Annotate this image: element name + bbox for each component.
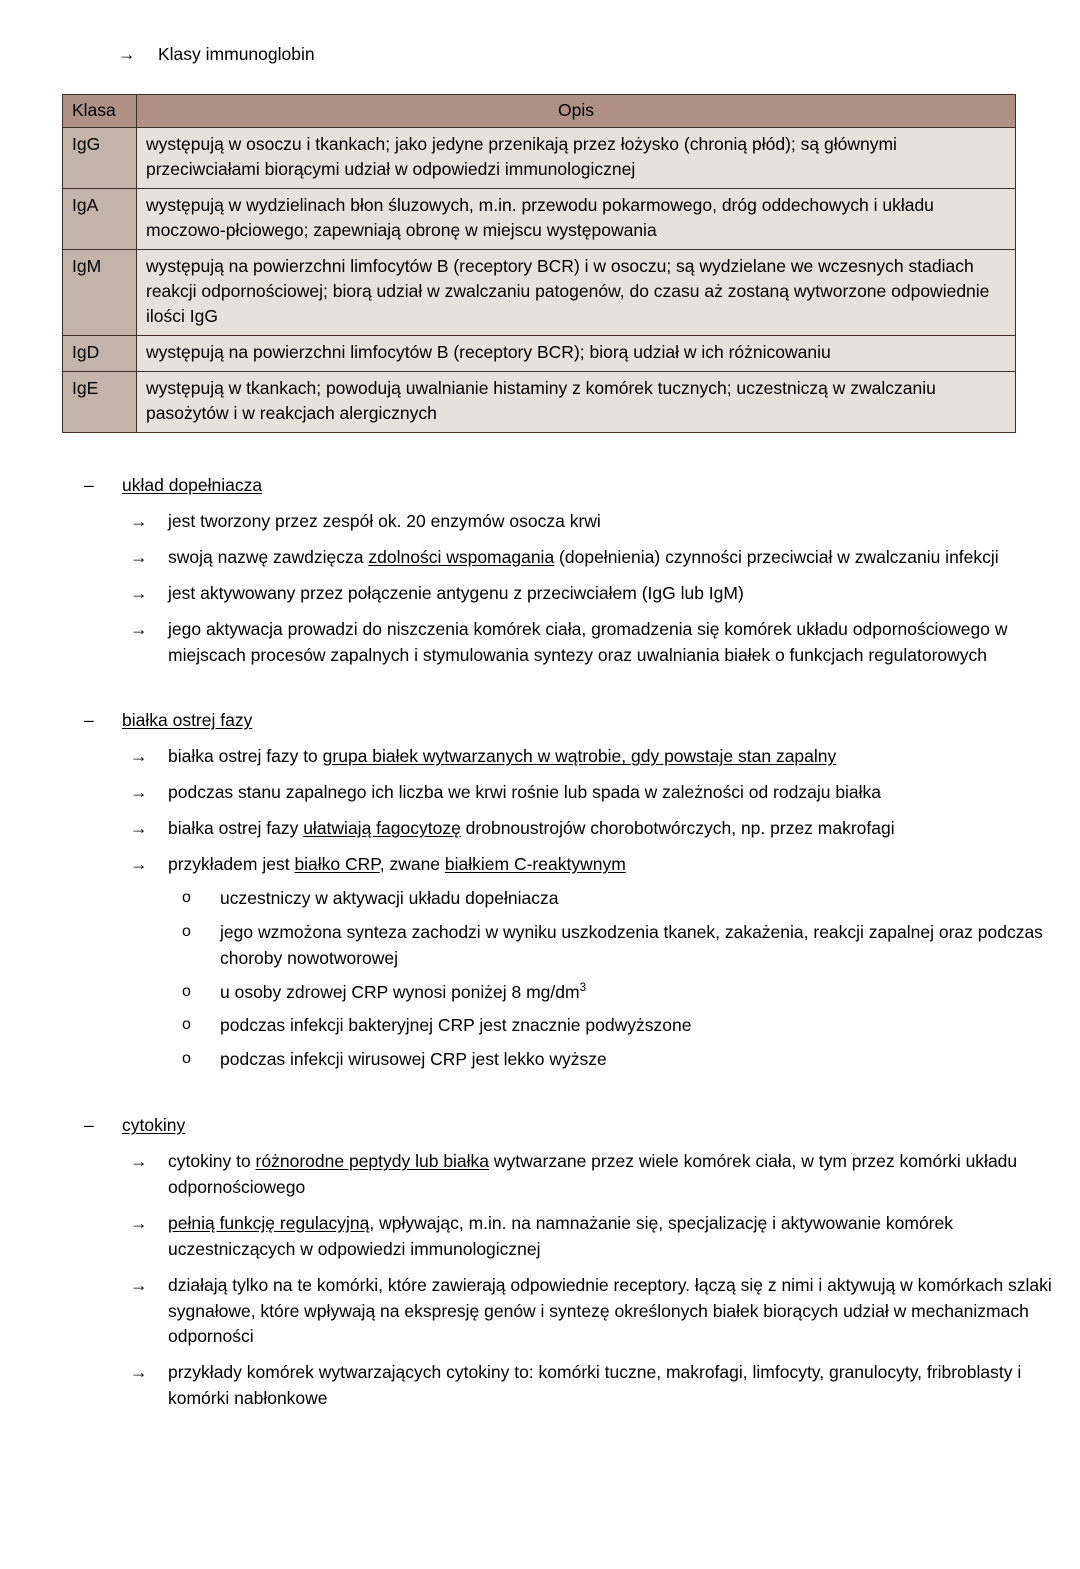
circle-marker-icon: o bbox=[182, 888, 191, 906]
bullet-item bbox=[0, 780, 1080, 806]
dash-icon: – bbox=[84, 710, 94, 731]
bullet-text: przykładem jest białko CRP, zwane białkiem C-reaktywnym bbox=[168, 853, 626, 874]
bullet-text: działają tylko na te komórki, które zawierają odpowiednie receptory. łączą się z nimi i aktywują w komórkach szlaki sygnałowe, które wpływają na ekspresję genów i syntezę określonych białek biorących udział w mechanizmach odporności bbox=[168, 1274, 1052, 1347]
bullet-text: białka ostrej fazy ułatwiają fagocytozę drobnoustrojów chorobotwórczych, np. przez makrofagi bbox=[168, 818, 895, 839]
arrow-icon: → bbox=[130, 782, 148, 803]
sub-bullet-text: uczestniczy w aktywacji układu dopełniacza bbox=[220, 887, 559, 908]
bullet-text: swoją nazwę zawdzięcza zdolności wspomagania (dopełnienia) czynności przeciwciał w zwalczaniu infekcji bbox=[168, 546, 999, 567]
cell-klasa: IgE bbox=[63, 372, 137, 433]
arrow-icon: → bbox=[130, 618, 148, 639]
table-row bbox=[63, 372, 1016, 433]
cell-klasa: IgD bbox=[63, 336, 137, 372]
column-header-klasa: Klasa bbox=[63, 94, 137, 127]
circle-marker-icon: o bbox=[182, 1050, 191, 1068]
arrow-icon: → bbox=[130, 546, 148, 567]
sub-bullet-text: u osoby zdrowej CRP wynosi poniżej 8 $mg/dm^3$ bbox=[220, 981, 586, 1002]
sub-bullet-item bbox=[0, 920, 1080, 972]
bullet-item bbox=[0, 1360, 1080, 1412]
cell-klasa: IgG bbox=[63, 127, 137, 188]
sub-bullet-item bbox=[0, 980, 1080, 1006]
bullet-text: przykłady komórek wytwarzających cytokiny to: komórki tuczne, makrofagi, limfocyty, granulocyty, fribroblasty i komórki nabłonkowe bbox=[168, 1362, 1022, 1409]
table-header-row bbox=[63, 94, 1016, 127]
dash-icon: – bbox=[84, 1115, 94, 1136]
top-bullet-label: Klasy immunoglobin bbox=[158, 44, 315, 64]
cell-opis: występują na powierzchni limfocytów B (receptory BCR) i w osoczu; są wydzielane we wczesnych stadiach reakcji odpornościowej; biorą udział w zwalczaniu patogenów, do czasu aż zostaną wytworzone odpowiednie ilości IgG bbox=[137, 249, 1016, 335]
bullet-text: cytokiny to różnorodne peptydy lub białka wytwarzane przez wiele komórek ciała, w tym przez komórki układu odpornościowego bbox=[168, 1151, 1018, 1197]
bullet-item bbox=[0, 509, 1080, 535]
arrow-icon: → bbox=[130, 510, 148, 531]
cell-opis: występują w wydzielinach błon śluzowych, m.in. przewodu pokarmowego, dróg oddechowych i układu moczowo-płciowego; zapewniają obronę w miejscu występowania bbox=[137, 188, 1016, 249]
arrow-icon: → bbox=[130, 1362, 148, 1383]
section-heading-label: cytokiny bbox=[122, 1115, 186, 1136]
bullet-text: jest aktywowany przez połączenie antygenu z przeciwciałem (IgG lub IgM) bbox=[168, 582, 744, 603]
top-bullet bbox=[0, 42, 1080, 68]
spacer-after-table bbox=[0, 433, 1080, 473]
circle-marker-icon: o bbox=[182, 922, 191, 940]
bullet-text: jego aktywacja prowadzi do niszczenia komórek ciała, gromadzenia się komórek układu odpornościowego w miejscach procesów zapalnych i stymulowania syntezy oraz uwalniania białek o funkcjach regulatorowych bbox=[168, 618, 1008, 665]
table-row bbox=[63, 336, 1016, 372]
circle-marker-icon: o bbox=[182, 982, 191, 1000]
immunoglobulin-table bbox=[62, 94, 1016, 433]
circle-marker-icon: o bbox=[182, 1016, 191, 1034]
document-page bbox=[0, 42, 1080, 1569]
bullet-item bbox=[0, 1149, 1080, 1201]
sub-bullet-text: jego wzmożona synteza zachodzi w wyniku uszkodzenia tkanek, zakażenia, reakcji zapalnej oraz podczas choroby nowotworowej bbox=[220, 921, 1043, 968]
cell-opis: występują na powierzchni limfocytów B (receptory BCR); biorą udział w ich różnicowaniu bbox=[137, 336, 1016, 372]
arrow-icon: → bbox=[130, 818, 148, 839]
bullet-item bbox=[0, 816, 1080, 842]
section-spacer bbox=[0, 668, 1080, 708]
cell-opis: występują w tkankach; powodują uwalnianie histaminy z komórek tucznych; uczestniczą w zwalczaniu pasożytów i w reakcjach alergicznych bbox=[137, 372, 1016, 433]
section-heading-cytokiny bbox=[0, 1113, 1080, 1139]
sub-bullet-item bbox=[0, 1013, 1080, 1039]
section-heading-label: układ dopełniacza bbox=[122, 475, 263, 496]
bullet-item bbox=[0, 617, 1080, 669]
arrow-icon: → bbox=[130, 853, 148, 874]
bullet-item bbox=[0, 852, 1080, 878]
bullet-item bbox=[0, 744, 1080, 770]
bullet-item bbox=[0, 1273, 1080, 1351]
bullet-item bbox=[0, 581, 1080, 607]
section-spacer bbox=[0, 1073, 1080, 1113]
sub-bullet-item bbox=[0, 1047, 1080, 1073]
notes-sections bbox=[0, 473, 1080, 1412]
table-body bbox=[63, 127, 1016, 432]
sub-bullet-text: podczas infekcji wirusowej CRP jest lekko wyższe bbox=[220, 1049, 607, 1070]
bullet-text: białka ostrej fazy to grupa białek wytwarzanych w wątrobie, gdy powstaje stan zapalny bbox=[168, 746, 837, 767]
bullet-text: jest tworzony przez zespół ok. 20 enzymów osocza krwi bbox=[168, 510, 601, 531]
section-heading-uklad-dopelniacza bbox=[0, 473, 1080, 499]
arrow-icon: → bbox=[130, 746, 148, 767]
section-heading-bialka-ostrej-fazy bbox=[0, 708, 1080, 734]
table-row bbox=[63, 127, 1016, 188]
bullet-text: pełnią funkcję regulacyjną, wpływając, m.in. na namnażanie się, specjalizację i aktywowanie komórek uczestniczących w odpowiedzi immunologicznej bbox=[168, 1212, 953, 1259]
column-header-opis: Opis bbox=[137, 94, 1016, 127]
table-row bbox=[63, 188, 1016, 249]
table-row bbox=[63, 249, 1016, 335]
immunoglobulin-table-wrap bbox=[0, 94, 1080, 433]
arrow-icon: → bbox=[130, 582, 148, 603]
arrow-icon: → bbox=[130, 1274, 148, 1295]
sub-bullet-item bbox=[0, 886, 1080, 912]
bullet-text: podczas stanu zapalnego ich liczba we krwi rośnie lub spada w zależności od rodzaju białka bbox=[168, 782, 882, 803]
table-head bbox=[63, 94, 1016, 127]
cell-klasa: IgM bbox=[63, 249, 137, 335]
bullet-item bbox=[0, 1211, 1080, 1263]
bullet-item bbox=[0, 545, 1080, 571]
section-heading-label: białka ostrej fazy bbox=[122, 710, 253, 731]
cell-opis: występują w osoczu i tkankach; jako jedyne przenikają przez łożysko (chronią płód); są głównymi przeciwciałami biorącymi udział w odpowiedzi immunologicznej bbox=[137, 127, 1016, 188]
sub-bullet-text: podczas infekcji bakteryjnej CRP jest znacznie podwyższone bbox=[220, 1015, 692, 1036]
arrow-icon: → bbox=[118, 44, 136, 64]
arrow-icon: → bbox=[130, 1212, 148, 1233]
arrow-icon: → bbox=[130, 1151, 148, 1172]
cell-klasa: IgA bbox=[63, 188, 137, 249]
dash-icon: – bbox=[84, 475, 94, 496]
